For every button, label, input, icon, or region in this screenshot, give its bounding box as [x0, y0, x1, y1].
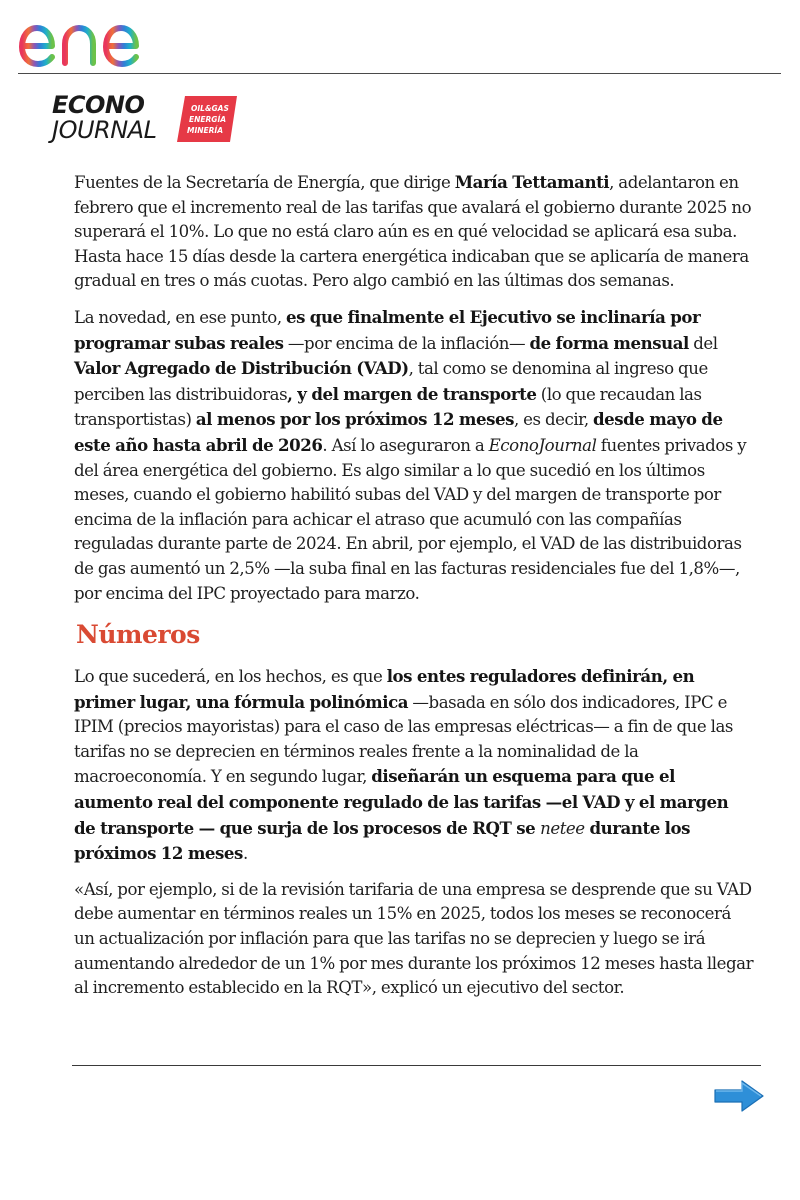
text-run: , es decir,: [514, 410, 593, 430]
text-run: . Así lo aseguraron a: [322, 435, 489, 455]
italic-text: netee: [540, 818, 585, 838]
oil-gas-energy-mining-badge: [177, 96, 237, 142]
journal-wordmark: JOURNAL: [52, 116, 157, 144]
text-run: —por encima de la inflación—: [283, 333, 530, 353]
footer-divider: [72, 1065, 761, 1066]
enel-wordmark: [16, 8, 176, 70]
text-run: —basada en sólo dos indicadores, IPC e IPIM (precios mayoristas) para el caso de las empresas eléctricas— a fin de que las tarifas no se deprecien en términos reales frente a la nominalidad de la macroeconomía. Y en segundo lugar,: [74, 692, 733, 787]
bold-text: de forma mensual: [529, 332, 689, 353]
bold-text: al menos por los próximos 12 meses: [195, 409, 515, 430]
enel-logo: [16, 8, 176, 70]
badge-line-1: OIL&GAS: [191, 104, 229, 113]
text-run: , adelantaron en febrero que el incremento real de las tarifas que avalará el gobierno durante 2025 no superará el 10%. Lo que no está claro aún es en qué velocidad se aplicará esa suba. Hasta hace 15 días desde la cartera energética indicaban que se aplicaría de manera gradual en tres o más cuotas. Pero algo cambió en las últimas dos semanas.: [74, 173, 752, 291]
text-run: (lo que recaudan las transportistas): [74, 384, 702, 430]
section-heading: Números: [76, 620, 200, 650]
italic-text: EconoJournal: [488, 435, 597, 455]
bold-text: diseñarán un esquema para que el aumento real del componente regulado de las tarifas —el VAD y el margen de transporte — que surja de los procesos de RQT se: [74, 766, 729, 838]
article-paragraph: [74, 170, 754, 294]
text-run: Lo que sucederá, en los hechos, es que: [74, 667, 387, 687]
text-run: La novedad, en ese punto,: [74, 307, 286, 327]
bold-text: durante los próximos 12 meses: [74, 817, 690, 864]
badge-line-2: ENERGÍA: [189, 115, 227, 124]
bold-text: los entes reguladores definirán, en primer lugar, una fórmula polinómica: [74, 666, 695, 712]
bold-text: es que finalmente el Ejecutivo se inclinaría por programar subas reales: [74, 306, 701, 353]
badge-line-3: MINERÍA: [187, 126, 224, 135]
bold-text: María Tettamanti: [454, 172, 610, 192]
article-paragraph: [74, 664, 754, 867]
article-paragraph: [74, 878, 754, 1001]
econojournal-logo: [52, 93, 252, 147]
econo-wordmark: ECONO: [52, 91, 145, 119]
text-run: Fuentes de la Secretaría de Energía, que dirige: [74, 173, 455, 192]
text-run: «Así, por ejemplo, si de la revisión tarifaria de una empresa se desprende que su VAD debe aumentar en términos reales un 15% en 2025, todos los meses se reconocerá un actualización por inflación para que las tarifas no se deprecien y luego se irá aumentando alrededor de un 1% por mes durante los próximos 12 meses hasta llegar al incremento establecido en la RQT», explicó un ejecutivo del sector.: [74, 879, 754, 998]
arrow-right-icon: [712, 1078, 766, 1114]
bold-text: desde mayo de este año hasta abril de 2026: [74, 409, 723, 455]
header-divider: [18, 73, 781, 74]
text-run: fuentes privados y del área energética del gobierno. Es algo similar a lo que sucedió en los últimos meses, cuando el gobierno habilitó subas del VAD y del margen de transporte por encima de la inflación para achicar el atraso que acumuló con las compañías reguladas durante parte de 2024. En abril, por ejemplo, el VAD de las distribuidoras de gas aumentó un 2,5% —la suba final en las facturas residenciales fue del 1,8%—, por encima del IPC proyectado para marzo.: [74, 435, 747, 603]
bold-text: Valor Agregado de Distribución (VAD): [74, 358, 409, 379]
text-run: , tal como se denomina al ingreso que perciben las distribuidoras: [74, 359, 708, 404]
next-page-button[interactable]: [712, 1078, 766, 1114]
article-body: [74, 170, 754, 1012]
article-paragraph: [74, 305, 754, 606]
text-run: del: [688, 333, 718, 353]
bold-text: , y del margen de transporte: [287, 383, 537, 404]
text-run: .: [242, 844, 248, 864]
